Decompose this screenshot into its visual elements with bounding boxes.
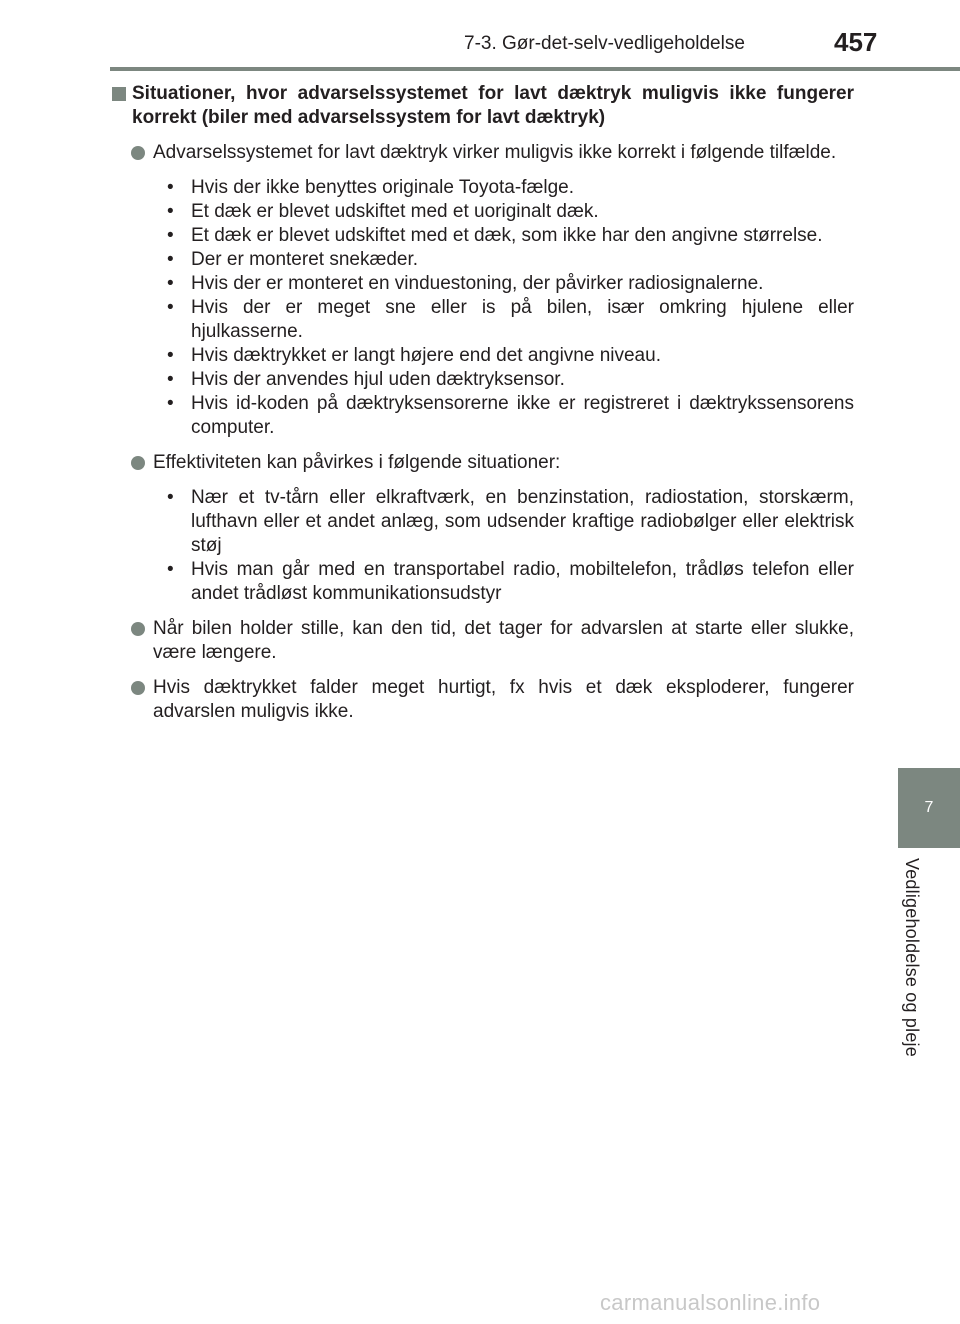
main-content [110,80,854,724]
list-item-text: Et dæk er blevet udskiftet med et dæk, som ikke har den angivne størrelse. [191,225,823,246]
bullet-dot-icon: • [167,559,174,580]
point-item [110,676,854,724]
list-item-text: Hvis dæktrykket er langt højere end det angivne niveau. [191,345,661,366]
header-divider [110,67,960,71]
list-item [167,248,854,272]
list-item-text: Hvis id-koden på dæktryksensorerne ikke er registreret i dæktrykssensorens computer. [191,393,854,438]
bullet-dot-icon: • [167,225,174,246]
circle-bullet-icon [131,146,145,160]
chapter-tab [898,768,960,848]
bullet-dot-icon: • [167,393,174,414]
list-item-text: Hvis der anvendes hjul uden dæktryksensor. [191,369,565,390]
chapter-number: 7 [924,799,934,816]
bullet-dot-icon: • [167,369,174,390]
bullet-dot-icon: • [167,297,174,318]
point-item [110,451,854,475]
point-text: Når bilen holder stille, kan den tid, det tager for advarslen at starte eller slukke, være længere. [153,618,854,663]
list-item-text: Hvis man går med en transportabel radio, mobiltelefon, trådløs telefon eller andet trådløst kommunikationsudstyr [191,559,854,604]
section-title: 7-3. Gør-det-selv-vedligeholdelse [464,33,745,54]
bullet-dot-icon: • [167,273,174,294]
list-item [167,344,854,368]
list-item-text: Et dæk er blevet udskiftet med et uoriginalt dæk. [191,201,599,222]
point-item [110,617,854,665]
list-item [167,392,854,440]
list-item [167,272,854,296]
list-item [167,296,854,344]
bullet-dot-icon: • [167,177,174,198]
bullet-dot-icon: • [167,249,174,270]
bullet-list [110,176,854,440]
square-bullet-icon [112,87,126,101]
list-item-text: Hvis der er meget sne eller is på bilen, især omkring hjulene eller hjulkasserne. [191,297,854,342]
bullet-list [110,486,854,606]
chapter-label: Vedligeholdelse og pleje [902,858,922,1057]
section-heading [110,82,854,130]
list-item-text: Hvis der ikke benyttes originale Toyota-fælge. [191,177,575,198]
page-number: 457 [834,27,878,57]
point-text: Effektiviteten kan påvirkes i følgende situationer: [153,452,561,473]
section-heading-text: Situationer, hvor advarselssystemet for lavt dæktryk muligvis ikke fungerer korrekt (biler med advarselssystem for lavt dæktryk) [132,83,854,128]
list-item-text: Hvis der er monteret en vinduestoning, der påvirker radiosignalerne. [191,273,764,294]
list-item [167,558,854,606]
list-item [167,224,854,248]
list-item [167,486,854,558]
circle-bullet-icon [131,456,145,470]
bullet-dot-icon: • [167,345,174,366]
point-text: Advarselssystemet for lavt dæktryk virker muligvis ikke korrekt i følgende tilfælde. [153,142,837,163]
list-item [167,200,854,224]
bullet-dot-icon: • [167,487,174,508]
list-item [167,176,854,200]
bullet-dot-icon: • [167,201,174,222]
list-item-text: Nær et tv-tårn eller elkraftværk, en benzinstation, radiostation, storskærm, lufthavn eller et andet anlæg, som udsender kraftige radiobølger eller elektrisk støj [191,487,854,556]
point-text: Hvis dæktrykket falder meget hurtigt, fx hvis et dæk eksploderer, fungerer advarslen muligvis ikke. [153,677,854,722]
list-item [167,368,854,392]
circle-bullet-icon [131,681,145,695]
watermark: carmanualsonline.info [600,1290,821,1315]
list-item-text: Der er monteret snekæder. [191,249,419,270]
circle-bullet-icon [131,622,145,636]
point-item [110,141,854,165]
